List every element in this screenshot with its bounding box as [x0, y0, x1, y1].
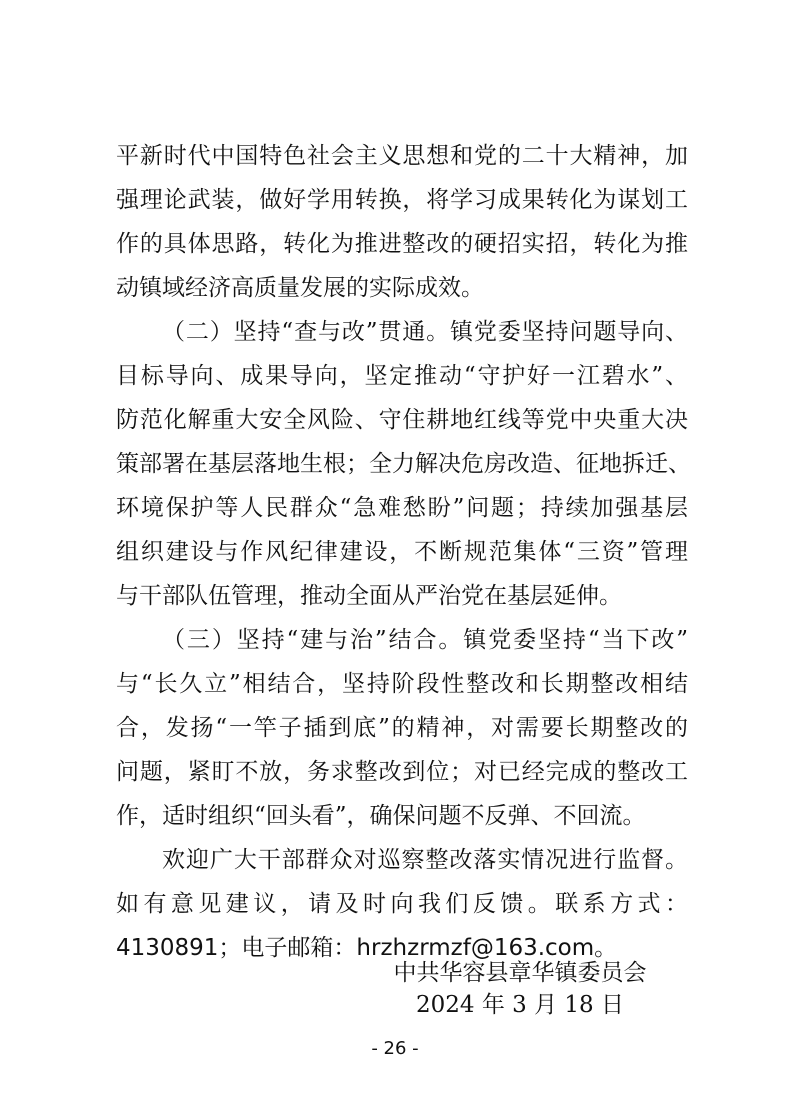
signature-date: 2024 年 3 月 18 日 — [416, 992, 624, 1018]
text-line: 组织建设与作风纪律建设，不断规范集体“三资”管理 — [116, 539, 688, 565]
text-line: 作的具体思路，转化为推进整改的硬招实招，转化为推 — [116, 231, 688, 257]
paragraph-section-2 — [116, 310, 691, 618]
text-line: 强理论武装，做好学用转换，将学习成果转化为谋划工 — [116, 187, 688, 213]
paragraph-section-3 — [116, 618, 688, 838]
paragraph-closing — [116, 838, 688, 970]
text-line: 问题，紧盯不放，务求整改到位；对已经完成的整改工 — [116, 759, 688, 785]
section-heading-line: （三）坚持“建与治”结合。镇党委坚持“当下改” — [162, 627, 688, 653]
text-line: 动镇域经济高质量发展的实际成效。 — [116, 275, 484, 301]
signature-organization: 中共华容县章华镇委员会 — [393, 960, 647, 986]
text-line: 欢迎广大干部群众对巡察整改落实情况进行监督。 — [162, 847, 688, 873]
text-line: 平新时代中国特色社会主义思想和党的二十大精神，加 — [116, 143, 688, 169]
text-line: 作，适时组织“回头看”，确保问题不反弹、不回流。 — [116, 803, 646, 829]
page-number: - 26 - — [371, 1038, 419, 1059]
text-line: 目标导向、成果导向，坚定推动“守护好一江碧水”、 — [116, 363, 688, 389]
text-line: 防范化解重大安全风险、守住耕地红线等党中央重大决 — [116, 407, 688, 433]
text-line: 与“长久立”相结合，坚持阶段性整改和长期整改相结 — [116, 671, 688, 697]
text-line: 如有意见建议，请及时向我们反馈。联系方式： — [116, 891, 688, 917]
section-heading-line: （二）坚持“查与改”贯通。镇党委坚持问题导向、 — [162, 319, 688, 345]
contact-info-line: 4130891；电子邮箱：hrzhzrmzf@163.com。 — [116, 935, 618, 961]
text-line: 合，发扬“一竿子插到底”的精神，对需要长期整改的 — [116, 715, 688, 741]
text-line: 环境保护等人民群众“急难愁盼”问题；持续加强基层 — [116, 495, 688, 521]
text-line: 与干部队伍管理，推动全面从严治党在基层延伸。 — [116, 583, 622, 609]
body-text — [116, 134, 691, 970]
paragraph-intro — [116, 134, 688, 310]
text-line: 策部署在基层落地生根；全力解决危房改造、征地拆迁、 — [116, 451, 691, 477]
